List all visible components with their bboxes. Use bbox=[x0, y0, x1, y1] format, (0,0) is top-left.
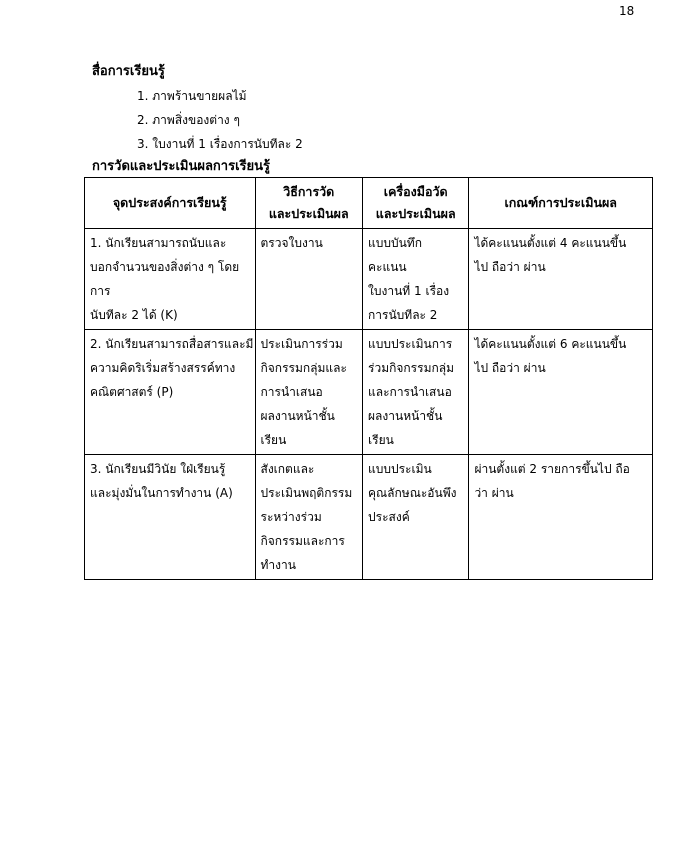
cell-line: คะแนน bbox=[368, 260, 407, 274]
header-objective bbox=[85, 178, 256, 229]
cell-line: สังเกตและ bbox=[260, 462, 315, 476]
cell-line: การ bbox=[90, 284, 111, 298]
cell-line: ทำงาน bbox=[260, 558, 296, 572]
objective-cell bbox=[85, 229, 256, 330]
list-item: 2. ภาพสิ่งของต่าง ๆ bbox=[137, 113, 240, 127]
header-row bbox=[85, 178, 653, 229]
table-body bbox=[85, 229, 653, 580]
table-header bbox=[85, 178, 653, 229]
header-line: และประเมินผล bbox=[375, 206, 456, 221]
list-item: 3. ใบงานที่ 1 เรื่องการนับทีละ 2 bbox=[137, 137, 303, 151]
table-row bbox=[85, 330, 653, 455]
evaluation-heading: การวัดและประเมินผลการเรียนรู้ bbox=[92, 159, 270, 174]
cell-line: ผ่านตั้งแต่ 2 รายการขึ้นไป ถือ bbox=[474, 462, 630, 476]
cell-line: การนับทีละ 2 bbox=[368, 308, 438, 322]
cell-line: 1. นักเรียนสามารถนับและ bbox=[90, 236, 227, 250]
cell-line: กิจกรรมและการ bbox=[260, 534, 345, 548]
cell-line: ความคิดริเริ่มสร้างสรรค์ทาง bbox=[90, 361, 236, 375]
cell-line: ร่วมกิจกรรมกลุ่ม bbox=[368, 361, 455, 375]
cell-line: 3. นักเรียนมีวินัย ใฝ่เรียนรู้ bbox=[90, 462, 226, 476]
cell-line: เรียน bbox=[260, 433, 287, 447]
header-line: และประเมินผล bbox=[268, 206, 349, 221]
table-row bbox=[85, 455, 653, 580]
method-cell bbox=[255, 330, 363, 455]
table-row bbox=[85, 229, 653, 330]
assessment-table bbox=[84, 177, 653, 580]
cell-line: ตรวจใบงาน bbox=[260, 236, 323, 250]
header-line: วิธีการวัด bbox=[283, 184, 335, 199]
cell-line: และมุ่งมั่นในการทำงาน (A) bbox=[90, 486, 233, 500]
cell-line: ผลงานหน้าชั้น bbox=[368, 409, 443, 423]
tool-cell bbox=[363, 330, 469, 455]
cell-line: แบบประเมิน bbox=[368, 462, 432, 476]
cell-line: ว่า ผ่าน bbox=[474, 486, 514, 500]
cell-line: ผลงานหน้าชั้น bbox=[260, 409, 335, 423]
cell-line: กิจกรรมกลุ่มและ bbox=[260, 361, 347, 375]
header-line: เครื่องมือวัด bbox=[383, 184, 448, 199]
criteria-cell bbox=[469, 455, 653, 580]
criteria-cell bbox=[469, 229, 653, 330]
cell-line: ได้คะแนนตั้งแต่ 6 คะแนนขึ้น bbox=[474, 337, 627, 351]
method-cell bbox=[255, 455, 363, 580]
cell-line: ได้คะแนนตั้งแต่ 4 คะแนนขึ้น bbox=[474, 236, 627, 250]
header-line: เกณฑ์การประเมินผล bbox=[504, 195, 617, 210]
tool-cell bbox=[363, 455, 469, 580]
cell-line: ประสงค์ bbox=[368, 510, 410, 524]
objective-cell bbox=[85, 455, 256, 580]
learning-media-heading: สื่อการเรียนรู้ bbox=[92, 64, 165, 79]
cell-line: ประเมินพฤติกรรม bbox=[260, 486, 353, 500]
cell-line: บอกจำนวนของสิ่งต่าง ๆ โดย bbox=[90, 260, 240, 274]
cell-line: ไป ถือว่า ผ่าน bbox=[474, 260, 546, 274]
objective-cell bbox=[85, 330, 256, 455]
header-criteria bbox=[469, 178, 653, 229]
criteria-cell bbox=[469, 330, 653, 455]
list-item: 1. ภาพร้านขายผลไม้ bbox=[137, 89, 247, 103]
tool-cell bbox=[363, 229, 469, 330]
page-number: 18 bbox=[619, 4, 635, 18]
cell-line: คณิตศาสตร์ (P) bbox=[90, 385, 174, 399]
cell-line: และการนำเสนอ bbox=[368, 385, 452, 399]
cell-line: คุณลักษณะอันพึง bbox=[368, 486, 457, 500]
cell-line: แบบบันทึก bbox=[368, 236, 422, 250]
header-tool bbox=[363, 178, 469, 229]
cell-line: แบบประเมินการ bbox=[368, 337, 453, 351]
cell-line: ใบงานที่ 1 เรื่อง bbox=[368, 284, 450, 298]
cell-line: ประเมินการร่วม bbox=[260, 337, 343, 351]
cell-line: ระหว่างร่วม bbox=[260, 510, 322, 524]
cell-line: ไป ถือว่า ผ่าน bbox=[474, 361, 546, 375]
header-method bbox=[255, 178, 363, 229]
learning-media-list bbox=[137, 84, 303, 156]
cell-line: การนำเสนอ bbox=[260, 385, 323, 399]
cell-line: นับทีละ 2 ได้ (K) bbox=[90, 308, 178, 322]
method-cell bbox=[255, 229, 363, 330]
cell-line: เรียน bbox=[368, 433, 394, 447]
header-line: จุดประสงค์การเรียนรู้ bbox=[112, 195, 227, 210]
cell-line: 2. นักเรียนสามารถสื่อสารและมี bbox=[90, 337, 254, 351]
